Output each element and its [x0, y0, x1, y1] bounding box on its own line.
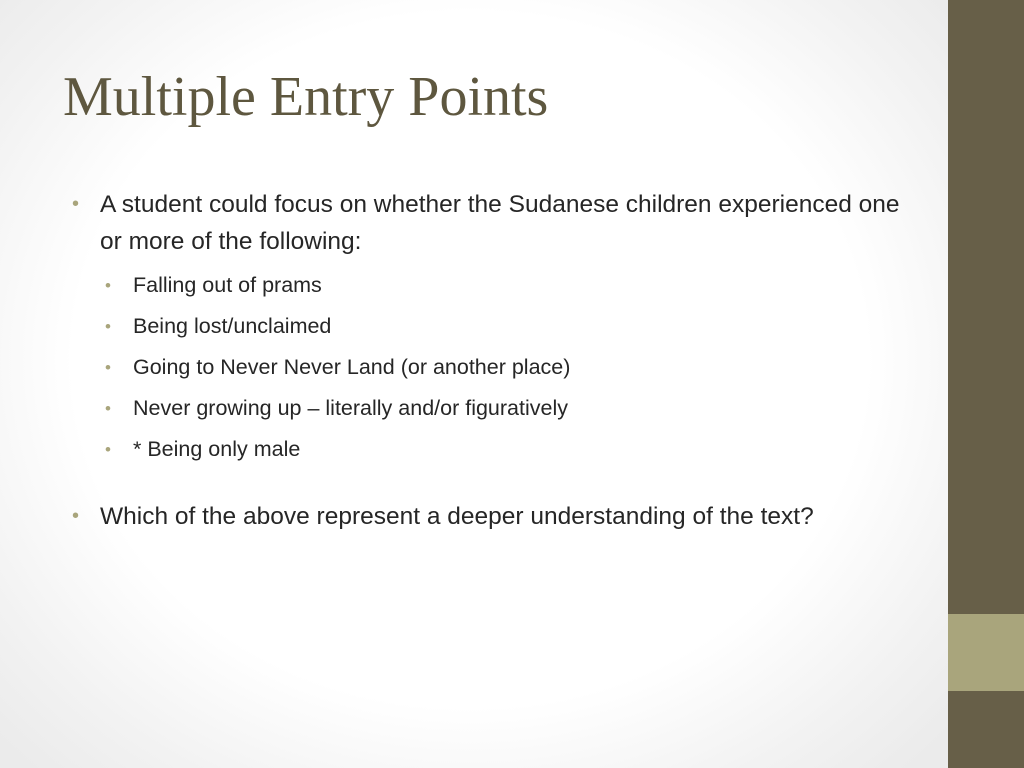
sub-bullet-text: Being lost/unclaimed [133, 314, 332, 338]
bullet-text: A student could focus on whether the Sudanese children experienced one or more of the following: [100, 191, 900, 255]
bullet-item [72, 498, 902, 535]
sub-bullet-list [72, 265, 902, 470]
slide-title: Multiple Entry Points [63, 66, 549, 128]
bullet-dot-icon: • [72, 505, 80, 527]
bullet-dot-icon: • [105, 358, 111, 377]
bullet-dot-icon: • [105, 399, 111, 418]
sub-bullet-text: Never growing up – literally and/or figuratively [133, 396, 568, 420]
bullet-dot-icon: • [105, 317, 111, 336]
sub-bullet-text: Going to Never Never Land (or another place) [133, 355, 571, 379]
sidebar-accent-block [948, 614, 1024, 691]
bullet-dot-icon: • [72, 193, 80, 215]
sub-bullet-item [105, 306, 902, 347]
bullet-item [72, 186, 902, 260]
sub-bullet-item [105, 429, 902, 470]
bullet-text: Which of the above represent a deeper understanding of the text? [100, 503, 814, 530]
slide-content [72, 186, 902, 535]
bullet-dot-icon: • [105, 276, 111, 295]
bullet-dot-icon: • [105, 440, 111, 459]
sub-bullet-item [105, 388, 902, 429]
sub-bullet-item [105, 347, 902, 388]
sub-bullet-text: * Being only male [133, 437, 301, 461]
sub-bullet-item [105, 265, 902, 306]
sub-bullet-text: Falling out of prams [133, 273, 322, 297]
spacer [72, 470, 902, 498]
